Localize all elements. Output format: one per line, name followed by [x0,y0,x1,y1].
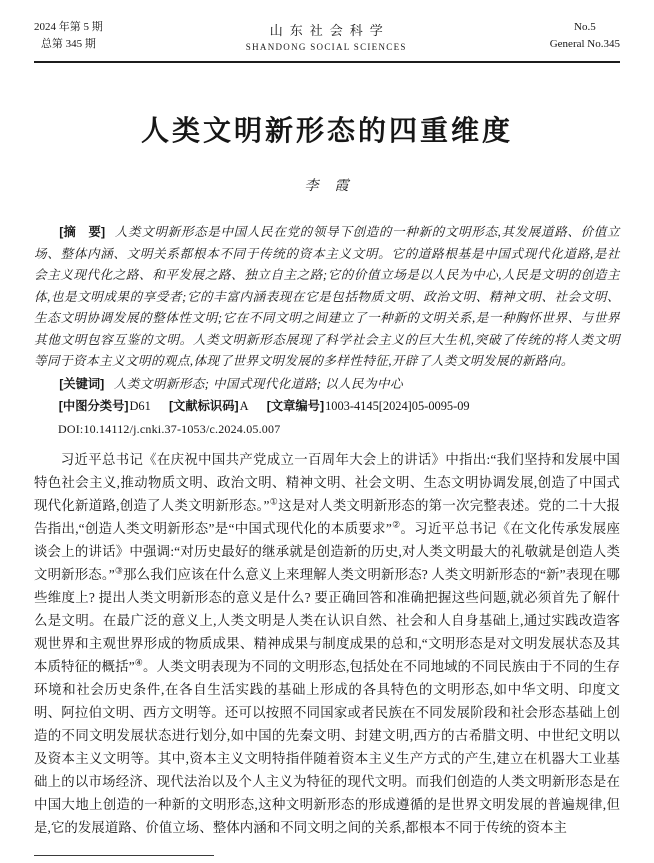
article-title: 人类文明新形态的四重维度 [140,116,513,147]
journal-name-en: SHANDONG SOCIAL SCIENCES [245,42,407,52]
article-id-label: [文章编号] [266,399,325,413]
issue-number-en: No.5 [574,21,596,33]
clc-label: [中图分类号] [58,399,129,413]
journal-masthead [0,0,654,58]
header-divider [34,61,620,63]
doi-line: DOI:10.14112/j.cnki.37-1053/c.2024.05.007 [58,421,281,436]
article-id-pair [267,399,470,413]
body-paragraph: 习近平总书记《在庆祝中国共产党成立一百周年大会上的讲话》中指出:“我们坚持和发展中国特色社会主义,推动物质文明、政治文明、精神文明、社会文明、生态文明协调发展,创造了中国式现代化新道路,创造了人类文明新形态。”①这是对人类文明新形态的第一次完整表述。党的二十大报告指出,“创造人类文明新形态”是“中国式现代化的本质要求”②。习近平总书记《在文化传承发展座谈会上的讲话》中强调:“对历史最好的继承就是创造新的历史,对人类文明最大的礼敬就是创造人类文明新形态。”③那么我们应该在什么意义上来理解人类文明新形态? 人类文明新形态的“新”表现在哪些维度上? 提出人类文明新形态的意义是什么? 要正确回答和准确把握这些问题,就必须首先了解什么是文明。在最广泛的意义上,人类文明是人类在认识自然、社会和人自身基础上,通过实践改造客观世界和主观世界形成的物质成果、精神成果与制度成果的总和,“文明形态是对文明发展状态及其本质特征的概括”④。人类文明表现为不同的文明形态,包括处在不同地域的不同民族由于不同的生存环境和社会历史条件,在各自生活实践的基础上形成的各具特色的文明形态,如中华文明、印度文明、阿拉伯文明、西方文明等。还可以按照不同国家或者民族在不同发展阶段和社会形态基础上创造的不同文明发展状态进行划分,如中国的先秦文明、封建文明,西方的古希腊文明、中世纪文明以及资本主义文明等。其中,资本主义文明特指伴随着资本主义生产方式的产生,建立在机器大工业基础上的以市场经济、现代法治以及个人主义为特征的现代文明。而我们创造的人类文明新形态是在中国大地上创造的一种新的文明形态,这种文明新形态的形成遵循的是世界文明发展的普遍规律,但是,它的发展道路、价值立场、整体内涵和不同文明之间的关系,都根本不同于传统的资本主 [34,451,620,835]
abstract-label: [摘 要] [59,225,106,239]
keywords-label: [关键词] [59,376,105,391]
journal-name-cn: 山东社会科学 [269,23,390,38]
keywords-line [34,374,620,396]
doc-code-value: A [239,399,249,413]
issue-number-cn: 2024 年第 5 期 [34,21,103,33]
issue-total-cn: 总第 345 期 [40,38,96,50]
journal-title-block [246,20,407,52]
abstract-paragraph [34,222,620,373]
clc-pair [59,399,151,413]
issue-info-cn [34,19,103,53]
doc-code-label: [文献标识码] [168,399,239,413]
doc-code-pair [169,399,249,413]
front-matter [34,222,620,440]
issue-total-en: General No.345 [549,38,620,50]
article-id-value: 1003-4145[2024]05-0095-09 [325,399,470,413]
footnote-divider [34,855,214,856]
keywords-text: 人类文明新形态; 中国式现代化道路; 以人民为中心 [113,376,403,391]
author-name: 李 霞 [304,179,350,194]
abstract-text: 人类文明新形态是中国人民在党的领导下创造的一种新的文明形态,其发展道路、价值立场、整体内涵、文明关系都根本不同于传统的资本主义文明。它的道路根基是中国式现代化道路,是社会主义现代化之路、和平发展之路、独立自主之路;它的价值立场是以人民为中心,人民是文明的创造主体,也是文明成果的享受者;它的丰富内涵表现在它是包括物质文明、政治文明、精神文明、社会文明、生态文明协调发展的整体性文明;它在不同文明之间建立了一种新的文明关系,是一种胸怀世界、与世界其他文明包容互鉴的文明。人类文明新形态展现了科学社会主义的巨大生机,突破了传统的将人类文明等同于资本主义文明的观点,体现了世界文明发展的多样性特征,开辟了人类文明发展的新路向。 [34,225,620,368]
issue-info-en [550,19,620,53]
clc-value: D61 [129,399,151,413]
article-meta-line [34,396,620,418]
